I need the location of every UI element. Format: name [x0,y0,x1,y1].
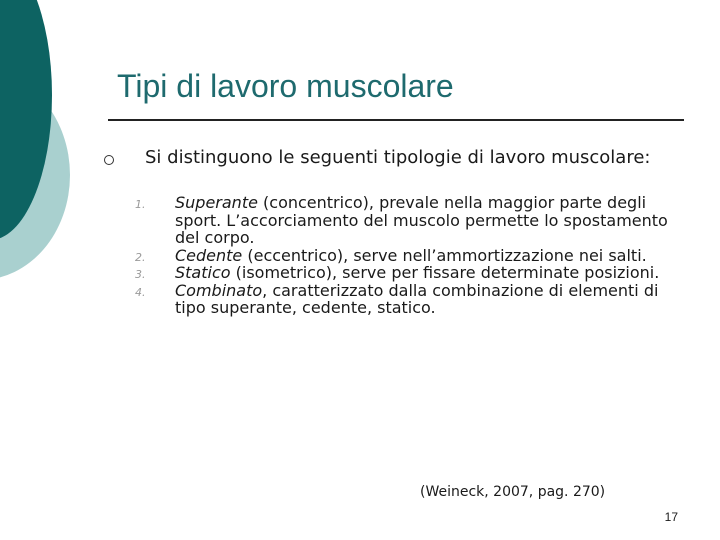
list-item [135,247,685,265]
list-item-term: Cedente [175,245,243,265]
list-item-text: , caratterizzato dalla combinazione di elementi di tipo superante, cedente, statico. [175,280,659,317]
list-item-term: Combinato [175,280,263,300]
list-item [135,194,685,247]
list-item-text: (isometrico), serve per fissare determinate posizioni. [230,263,660,282]
page-number: 17 [664,510,678,524]
title-underline [108,119,684,121]
citation: (Weineck, 2007, pag. 270) [420,484,606,500]
lead-paragraph: Si distinguono le seguenti tipologie di lavoro muscolare: [145,147,651,168]
list-item-number: 4. [135,285,146,299]
numbered-list [135,194,685,317]
list-item-term: Statico [175,263,231,282]
list-item [135,282,685,317]
list-item-text: (concentrico), prevale nella maggior parte degli sport. L’accorciamento del muscolo permette lo spostamento del corpo. [175,193,668,247]
list-item-number: 1. [135,198,146,211]
list-item-number: 3. [135,268,146,281]
list-item-term: Superante [175,193,258,212]
slide-title: Tipi di lavoro muscolare [117,68,454,104]
hollow-circle-bullet-icon [104,155,114,165]
list-item-number: 2. [135,250,146,264]
list-item-text: (eccentrico), serve nell’ammortizzazione nei salti. [242,245,647,265]
decorative-teal-shapes [0,0,80,300]
list-item [135,264,685,282]
